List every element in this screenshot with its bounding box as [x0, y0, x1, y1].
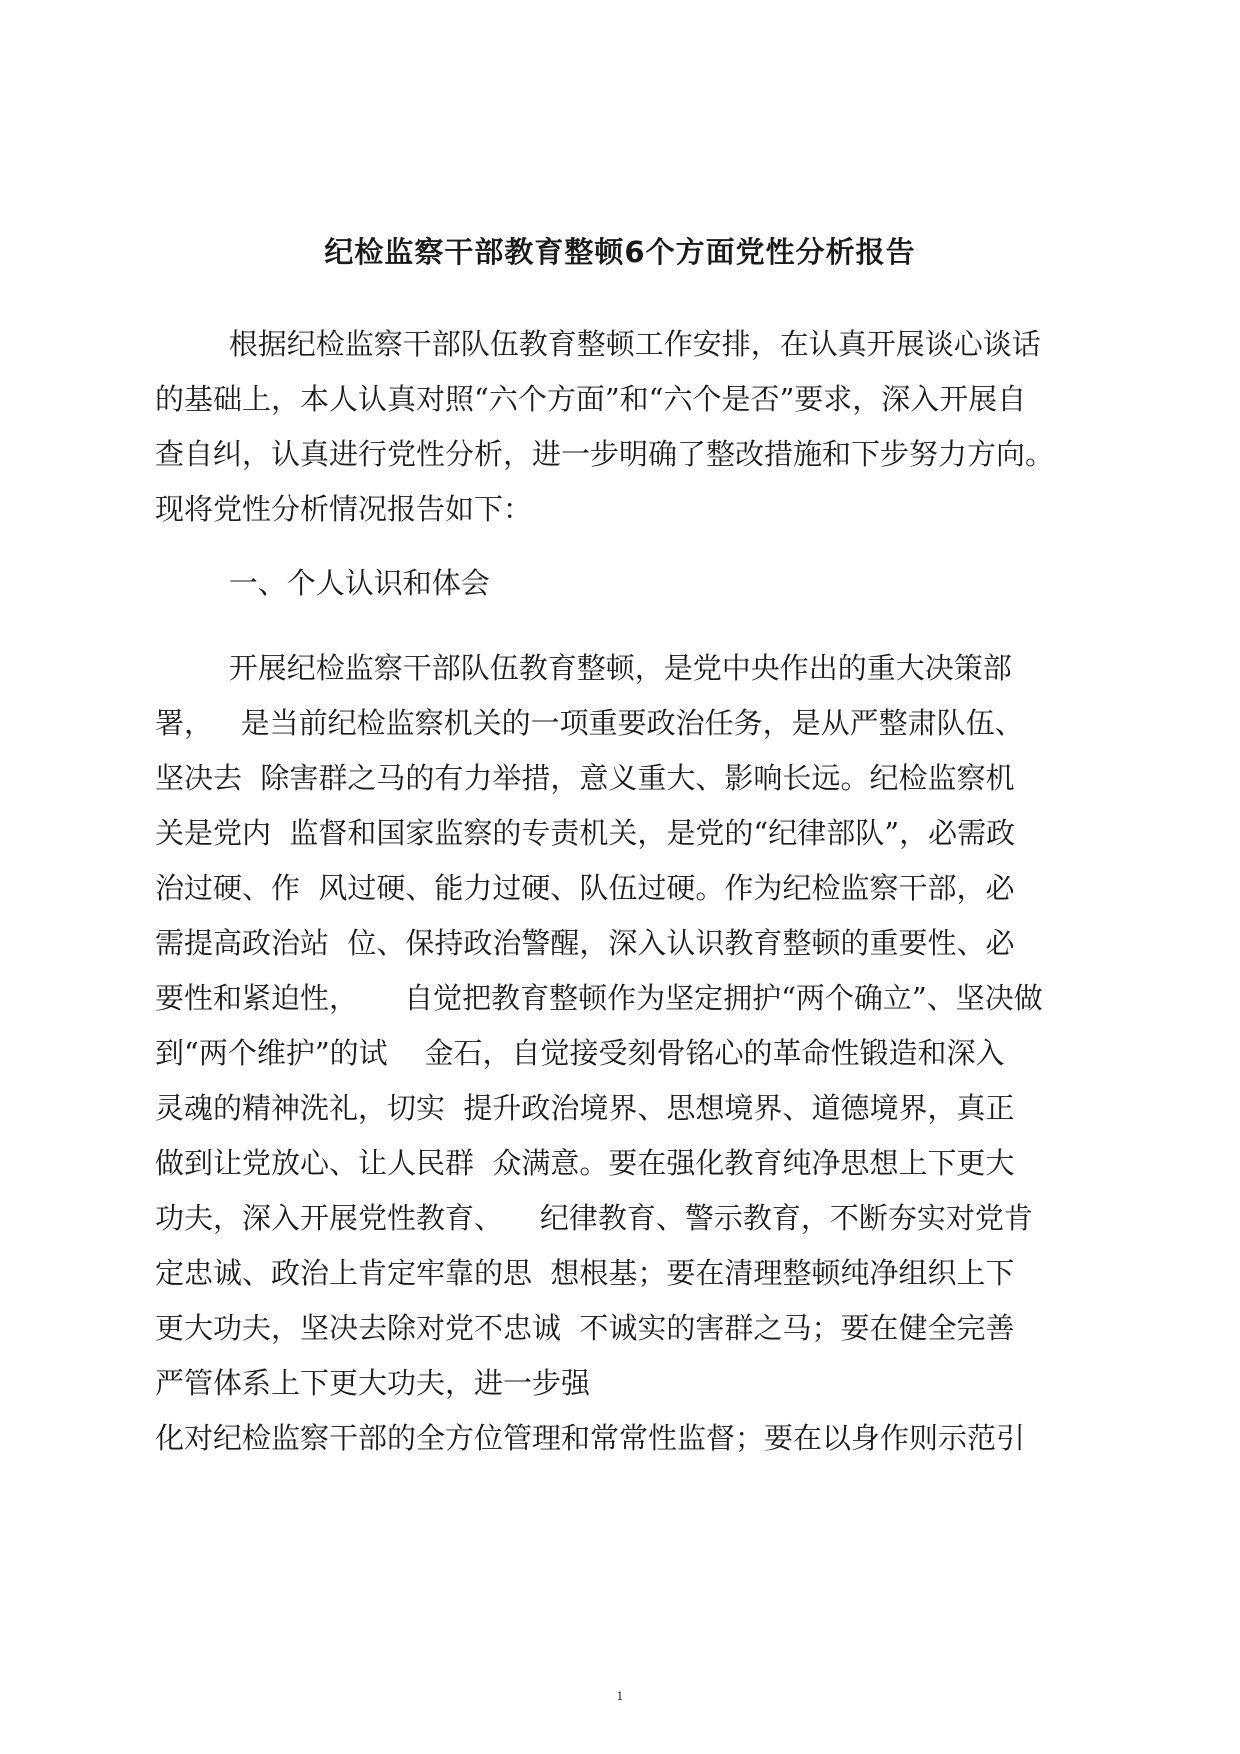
document-title: 纪检监察干部教育整顿6个方面党性分析报告 — [324, 235, 916, 269]
section-paragraph: 开展纪检监察干部队伍教育整顿，是党中央作出的重大决策部 署， 是当前纪检监察机关的一项重要政治任务，是从严整肃队伍、 坚决去 除害群之马的有力举措，意义重大、影响长远。纪检监察机 关是党内 监督和国家监察的专责机关，是党的“纪律部队”，必需政 治过硬、作 风过硬、能力过硬、队伍过硬。作为纪检监察干部，必 需提高政治站 位、保持政治警醒，深入认识教育整顿的重要性、必 要性和紧迫性， 自觉把教育整顿作为坚定拥护“两个确立”、坚决做 到“两个维护”的试 金石，自觉接受刻骨铭心的革命性锻造和深入 灵魂的精神洗礼，切实 提升政治境界、思想境界、道德境界，真正 做到让党放心、让人民群 众满意。要在强化教育纯净思想上下更大 功夫，深入开展党性教育、 纪律教育、警示教育，不断夯实对党肯 定忠诚、政治上肯定牢靠的思 想根基；要在清理整顿纯净组织上下 更大功夫，坚决去除对党不忠诚 不诚实的害群之马；要在健全完善 严管体系上下更大功夫，进一步强 化对纪检监察干部的全方位管理和常常性监督；要在以身作则示范引 — [155, 651, 1043, 1455]
intro-paragraph: 根据纪检监察干部队伍教育整顿工作安排，在认真开展谈心谈话 的基础上，本人认真对照“六个方面”和“六个是否”要求，深入开展自 查自纠，认真进行党性分析，进一步明确了整改措施和下步努力方向。 现将党性分析情况报告如下： — [155, 327, 1055, 526]
section-heading: 一、个人认识和体会 — [155, 566, 490, 600]
page-number: 1 — [616, 1690, 624, 1703]
